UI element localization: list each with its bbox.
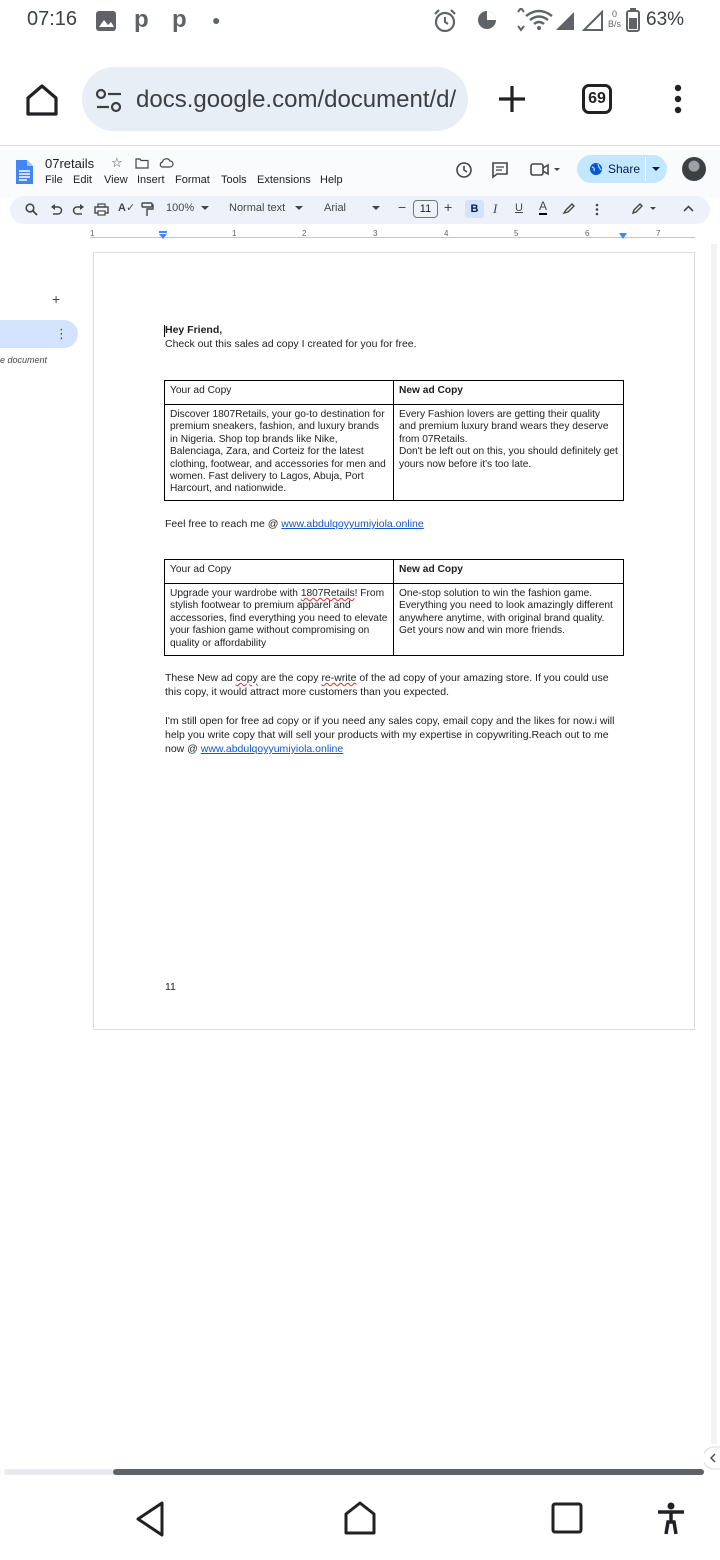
table2-header-right: New ad Copy	[394, 560, 624, 584]
data-saver-icon	[476, 9, 498, 31]
paragraph-2	[165, 714, 627, 756]
url-text[interactable]: docs.google.com/document/d/	[136, 86, 456, 113]
more-notifications-dot: ●	[212, 12, 221, 28]
status-time: 07:16	[27, 8, 78, 30]
undo-icon[interactable]	[50, 203, 63, 216]
intro-text: Check out this sales ad copy I created for you for free.	[165, 338, 417, 350]
menu-file[interactable]: File	[45, 174, 63, 186]
zoom-dropdown-icon[interactable]	[201, 206, 209, 211]
ad-copy-table-2	[164, 559, 624, 656]
alarm-icon	[432, 8, 458, 34]
add-tab-button[interactable]: +	[52, 291, 61, 307]
spellcheck-icon[interactable]: A✓	[118, 202, 136, 214]
menu-extensions[interactable]: Extensions	[257, 174, 311, 186]
document-title[interactable]: 07retails	[45, 156, 95, 171]
ruler-number: 1	[232, 229, 237, 238]
ruler-number: 5	[514, 229, 519, 238]
search-menus-icon[interactable]	[25, 203, 38, 216]
android-nav-bar	[0, 1480, 720, 1560]
table1-cell-right	[394, 405, 624, 501]
table1-cell-right-line1: Every Fashion lovers are getting their quality and premium luxury brand wears they deserve from 07Retails.	[399, 409, 609, 445]
menu-tools[interactable]: Tools	[221, 174, 247, 186]
version-history-icon[interactable]	[455, 161, 473, 179]
text-color-button[interactable]: A	[539, 199, 548, 213]
recents-icon[interactable]	[551, 1502, 583, 1534]
brand-misspelling[interactable]: 1807Retails	[300, 588, 355, 599]
share-label[interactable]: Share	[608, 162, 641, 176]
table2-header-left: Your ad Copy	[165, 560, 394, 584]
status-bar	[0, 0, 720, 44]
battery-percent: 63%	[646, 9, 685, 30]
para2-text: I'm still open for free ad copy or if you need any sales copy, email copy and the likes for now.i will help you write copy that will sell your products with my expertise in copywriting.Reach out to me now @	[165, 715, 615, 755]
vertical-scrollbar[interactable]	[711, 244, 717, 1444]
table1-cell-right-line2: Don't be left out on this, you should definitely get yours now before it's too late.	[399, 446, 618, 470]
font-dropdown-icon[interactable]	[372, 206, 380, 211]
zoom-select[interactable]: 100%	[166, 202, 195, 214]
table2-cell-right: One-stop solution to win the fashion game. Everything you need to look amazingly different anywhere anytime, with original brand quality. Get yours now and win more friends.	[394, 584, 624, 656]
document-page[interactable]	[93, 252, 695, 1030]
ruler-number: 6	[585, 229, 590, 238]
right-indent-marker-icon[interactable]	[618, 232, 628, 240]
table1-cell-left: Discover 1807Retails, your go-to destination for premium sneakers, fashion, and luxury brands in Nigeria. Shop top brands like Nike, Balenciaga, Zara, and Corteiz for the latest clothing, footwear, and accessories for men and women. Fast delivery to Lagos, Abuja, Port Harcourt, and nationwide.	[165, 405, 394, 501]
p-app-icon: p	[134, 6, 149, 33]
underline-button[interactable]: U	[515, 202, 523, 214]
website-link-2[interactable]: www.abdulqoyyumiyiola.online	[200, 743, 344, 755]
site-settings-icon[interactable]	[94, 88, 124, 114]
table2-cell-left	[165, 584, 394, 656]
signal-icon-2	[582, 10, 604, 32]
horizontal-scrollbar-thumb[interactable]	[113, 1469, 704, 1475]
browser-menu-icon[interactable]	[672, 84, 684, 116]
font-size-input[interactable]: 11	[413, 200, 438, 218]
comments-icon[interactable]	[491, 161, 509, 179]
cloud-status-icon	[158, 157, 174, 169]
table1-header-right: New ad Copy	[394, 381, 624, 405]
para1-text-c: of the ad copy of your amazing store. If you could use this copy, it would attract more customers than you expected.	[165, 672, 609, 698]
menu-insert[interactable]: Insert	[137, 174, 165, 186]
collapse-toolbar-icon[interactable]	[683, 205, 694, 212]
ruler-baseline	[90, 237, 695, 238]
spelling-flag-rewrite[interactable]: re-write	[321, 672, 357, 684]
tab-more-icon[interactable]: ⋮	[55, 326, 68, 341]
print-icon[interactable]	[94, 203, 109, 216]
more-tools-icon[interactable]	[595, 203, 599, 216]
style-select[interactable]: Normal text	[229, 202, 286, 214]
greeting: Hey Friend,	[165, 324, 223, 336]
increase-font-size-icon[interactable]: +	[444, 199, 453, 215]
font-select[interactable]: Arial	[324, 202, 347, 214]
ruler-number: 7	[656, 229, 661, 238]
net-speed-value: 0	[612, 9, 618, 19]
table2-cell-left-text-a: Upgrade your wardrobe with	[170, 588, 301, 599]
move-folder-icon[interactable]	[135, 157, 149, 169]
highlight-icon[interactable]	[562, 202, 575, 215]
paint-format-icon[interactable]	[141, 202, 154, 217]
ruler-number: 2	[302, 229, 307, 238]
italic-button[interactable]: I	[493, 201, 498, 216]
share-divider	[645, 157, 646, 181]
website-link[interactable]: www.abdulqoyyumiyiola.online	[281, 518, 424, 530]
formatting-toolbar	[10, 196, 710, 224]
menu-format[interactable]: Format	[175, 174, 210, 186]
home-nav-icon[interactable]	[343, 1500, 377, 1536]
home-icon[interactable]	[24, 82, 60, 118]
ruler-number: 1	[90, 229, 95, 238]
avatar[interactable]	[682, 157, 706, 181]
page-number: 11	[165, 981, 176, 993]
ad-copy-table-1	[164, 380, 624, 501]
grammar-flag-copy[interactable]: copy	[235, 672, 258, 684]
gallery-icon	[95, 10, 117, 32]
globe-icon	[589, 162, 603, 176]
ruler-number: 4	[444, 229, 449, 238]
signal-icon	[554, 10, 576, 32]
wifi-icon	[512, 8, 554, 32]
reach-text: Feel free to reach me @	[165, 518, 282, 530]
net-speed	[608, 9, 621, 29]
net-speed-unit: B/s	[608, 19, 622, 29]
p-app-icon-2: p	[172, 6, 187, 33]
table1-header-left: Your ad Copy	[165, 381, 394, 405]
docs-logo-icon[interactable]	[14, 159, 34, 185]
docs-header	[0, 150, 720, 198]
redo-icon[interactable]	[72, 203, 85, 216]
para1-text-a: These New ad	[165, 672, 236, 684]
star-icon[interactable]: ☆	[111, 155, 123, 170]
menu-edit[interactable]: Edit	[73, 174, 92, 186]
left-indent-marker-icon[interactable]	[158, 230, 168, 240]
table2-cell-left-text-b: ! From stylish footwear to premium apparel and accessories, find everything you need to elevate your fashion game without compromising on quality or affordability	[170, 588, 388, 649]
paragraph-1	[165, 671, 625, 699]
meet-icon[interactable]	[530, 162, 564, 178]
menu-view[interactable]: View	[104, 174, 128, 186]
ruler[interactable]	[90, 229, 695, 241]
battery-icon	[626, 8, 640, 32]
share-dropdown-icon[interactable]	[651, 166, 661, 172]
menu-help[interactable]: Help	[320, 174, 343, 186]
side-panel-toggle-icon[interactable]	[704, 1446, 720, 1470]
new-tab-icon[interactable]	[497, 84, 527, 114]
decrease-font-size-icon[interactable]: −	[398, 199, 407, 215]
ruler-number: 3	[373, 229, 378, 238]
style-dropdown-icon[interactable]	[295, 206, 303, 211]
outline-caption: e document	[0, 355, 48, 365]
editing-mode-icon[interactable]	[631, 202, 659, 215]
bold-button[interactable]: B	[465, 200, 484, 218]
para1-text-b: are the copy	[257, 672, 322, 684]
reach-line	[165, 517, 424, 531]
accessibility-icon[interactable]	[656, 1502, 686, 1536]
tab-switcher-button[interactable]: 69	[582, 84, 612, 114]
back-icon[interactable]	[134, 1500, 166, 1538]
